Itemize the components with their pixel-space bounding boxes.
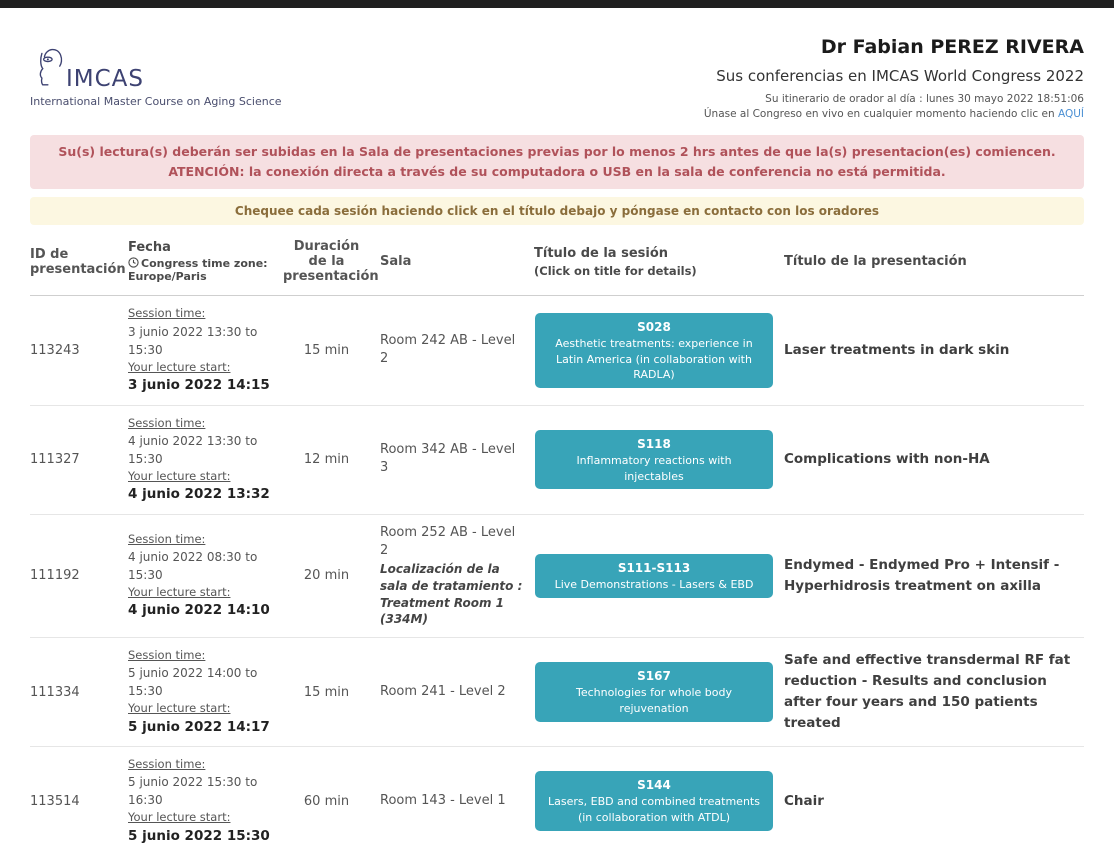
clock-icon (128, 257, 139, 268)
upload-warning-banner (30, 135, 1084, 189)
room-cell (380, 524, 534, 629)
session-cell (534, 771, 784, 831)
table-row (30, 296, 1084, 405)
presentation-id: 113243 (30, 342, 80, 358)
date-cell (128, 756, 283, 846)
logo-tagline: International Master Course on Aging Science (30, 95, 282, 108)
imcas-logo (30, 44, 282, 108)
upload-warning-line1: Su(s) lectura(s) deberán ser subidas en la Sala de presentaciones previas por lo menos 2 hrs antes de que la(s) presentacion(es) comiencen. (58, 144, 1056, 160)
lecture-start-label: Your lecture start: (128, 359, 231, 374)
lecture-start-value: 3 junio 2022 14:15 (128, 376, 270, 393)
session-time-label: Session time: (128, 648, 206, 663)
header-presentation-id: ID de presentación (30, 246, 126, 277)
session-cell (534, 430, 784, 490)
presentation-title: Chair (784, 792, 824, 809)
sessions-table (30, 229, 1084, 855)
header-presentacion: Título de la presentación (784, 254, 967, 270)
lecture-start-value: 5 junio 2022 14:17 (128, 718, 270, 735)
date-cell (128, 305, 283, 395)
session-time-label: Session time: (128, 757, 206, 772)
room-name: Room 242 AB - Level 2 (380, 332, 516, 366)
duration-value: 12 min (303, 452, 350, 468)
session-title-button[interactable] (535, 771, 773, 831)
session-time-value: 3 junio 2022 13:30 to 15:30 (128, 324, 258, 357)
header-sesion: Título de la sesión (Click on title for details) (534, 246, 784, 278)
session-code: S144 (637, 778, 671, 793)
table-row (30, 406, 1084, 515)
session-title: Inflammatory reactions with injectables (576, 453, 732, 483)
duration-value: 15 min (303, 684, 350, 700)
session-title-button[interactable] (535, 662, 773, 722)
session-time-value: 4 junio 2022 13:30 to 15:30 (128, 433, 258, 466)
session-title: Aesthetic treatments: experience in Latin America (in collaboration with RADLA) (555, 336, 753, 382)
room-cell (380, 441, 534, 478)
session-code: S028 (637, 319, 671, 334)
join-live-line: Únase al Congreso en vivo en cualquier momento haciendo clic en AQUÍ (703, 108, 1084, 121)
session-cell (534, 313, 784, 389)
table-row (30, 638, 1084, 747)
timezone-note: Congress time zone: Europe/Paris (128, 257, 268, 284)
room-name: Room 241 - Level 2 (380, 683, 506, 699)
session-code: S111-S113 (617, 560, 691, 575)
session-title-button[interactable] (535, 554, 773, 598)
presentation-title: Endymed - Endymed Pro + Intensif - Hyperhidrosis treatment on axilla (784, 556, 1060, 594)
session-code: S167 (637, 669, 671, 684)
itinerary-timestamp: Su itinerario de orador al día : lunes 30 mayo 2022 18:51:06 (765, 93, 1084, 105)
lecture-start-label: Your lecture start: (128, 810, 231, 825)
session-title-button[interactable] (535, 430, 773, 490)
session-title-button[interactable] (535, 313, 773, 389)
session-time-label: Session time: (128, 531, 206, 546)
room-cell (380, 792, 534, 811)
table-body (30, 296, 1084, 855)
face-profile-icon (30, 44, 64, 90)
congress-subtitle: Sus conferencias en IMCAS World Congress 2022 (716, 67, 1084, 85)
table-row (30, 515, 1084, 639)
lecture-start-value: 5 junio 2022 15:30 (128, 827, 270, 844)
lecture-start-label: Your lecture start: (128, 701, 231, 716)
header-sesion-sub: (Click on title for details) (534, 263, 697, 278)
table-header-row (30, 229, 1084, 296)
session-time-value: 4 junio 2022 08:30 to 15:30 (128, 550, 258, 583)
presentation-id: 111327 (30, 452, 80, 468)
room-name: Room 342 AB - Level 3 (380, 441, 516, 476)
presentation-title: Laser treatments in dark skin (784, 342, 1010, 358)
presentation-id: 111334 (30, 684, 80, 700)
speaker-header (704, 36, 1084, 122)
session-title: Lasers, EBD and combined treatments (in collaboration with ATDL) (548, 795, 760, 825)
header-duracion: Duración de la presentación (283, 239, 379, 285)
presentation-id: 111192 (30, 568, 80, 584)
session-time-label: Session time: (128, 306, 206, 321)
session-cell (534, 554, 784, 598)
presentation-id: 113514 (30, 793, 80, 809)
duration-value: 15 min (303, 342, 350, 358)
lecture-start-value: 4 junio 2022 14:10 (128, 602, 270, 619)
header-sala: Sala (380, 253, 412, 269)
session-title: Technologies for whole body rejuvenation (575, 686, 732, 716)
room-note: Localización de la sala de tratamiento : Treatment Room 1 (334M) (380, 561, 523, 627)
date-cell (128, 647, 283, 737)
session-time-label: Session time: (128, 415, 206, 430)
upload-warning-line2: ATENCIÓN: la conexión directa a través de su computadora o USB en la sala de conferencia no está permitida. (168, 164, 946, 180)
date-cell (128, 415, 283, 505)
duration-value: 60 min (303, 793, 350, 809)
session-cell (534, 662, 784, 722)
table-row (30, 747, 1084, 855)
duration-value: 20 min (303, 568, 350, 584)
session-title: Live Demonstrations - Lasers & EBD (554, 577, 754, 591)
presentation-title: Safe and effective transdermal RF fat reduction - Results and conclusion after four years and 150 patients treated (784, 652, 1071, 732)
room-name: Room 143 - Level 1 (380, 792, 506, 808)
check-sessions-banner: Chequee cada sesión haciendo click en el título debajo y póngase en contacto con los oradores (30, 197, 1084, 225)
date-cell (128, 531, 283, 621)
session-time-value: 5 junio 2022 14:00 to 15:30 (128, 666, 258, 699)
session-time-value: 5 junio 2022 15:30 to 16:30 (128, 775, 258, 808)
page (0, 34, 1114, 855)
logo-wordmark: IMCAS (66, 66, 145, 92)
speaker-name: Dr Fabian PEREZ RIVERA (820, 36, 1084, 58)
room-cell (380, 683, 534, 702)
lecture-start-label: Your lecture start: (128, 468, 231, 483)
room-cell (380, 332, 534, 369)
session-code: S118 (637, 436, 671, 451)
header-fecha: Fecha Congress time zone: Europe/Paris (128, 240, 268, 284)
join-here-link[interactable]: AQUÍ (1057, 108, 1084, 121)
room-name: Room 252 AB - Level 2 (380, 524, 516, 558)
top-bar (0, 0, 1114, 8)
presentation-title: Complications with non-HA (784, 451, 990, 468)
page-header (30, 34, 1084, 122)
lecture-start-label: Your lecture start: (128, 585, 231, 600)
lecture-start-value: 4 junio 2022 13:32 (128, 486, 270, 502)
